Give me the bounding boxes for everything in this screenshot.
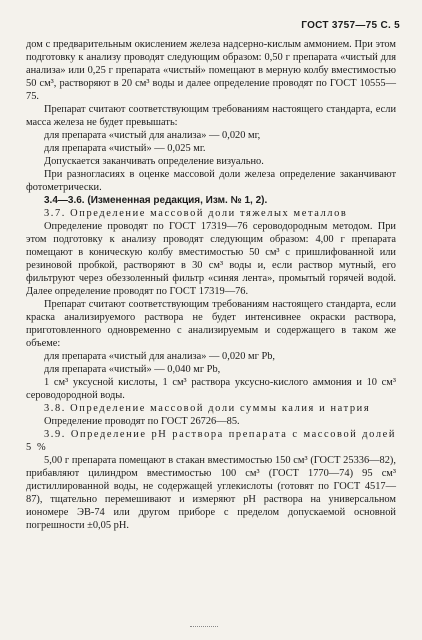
section-heading: 3.7. Определение массовой доли тяжелых металлов: [44, 208, 348, 219]
document-body: [26, 38, 396, 532]
paragraph: 5,00 г препарата помещают в стакан вместимостью 150 см³ (ГОСТ 25336—82), прибавляют цилиндром вместимостью 100 см³ (ГОСТ 1770—74) 95 см³ дистиллированной воды, не содержащей углекислоты (готовят по ГОСТ 4517—87), тщательно перемешивают и измеряют pH раствора на универсальном иономере ЭВ-74 или другом приборе с пределом допускаемой основной погрешности ±0,05 pH.: [26, 455, 396, 531]
paragraph: для препарата «чистый для анализа» — 0,020 мг Pb,: [44, 351, 276, 362]
paragraph: для препарата «чистый» — 0,025 мг.: [44, 143, 206, 154]
paragraph: для препарата «чистый» — 0,040 мг Pb,: [44, 364, 221, 375]
paragraph: Препарат считают соответствующим требованиям настоящего стандарта, если краска анализируемого раствора не будет интенсивнее окраски раствора, приготовленного одновременно с анализируемым и содержащего в таком же объеме:: [26, 299, 396, 349]
page-header: ГОСТ 3757—75 С. 5: [301, 20, 400, 31]
paragraph: дом с предварительным окислением железа надсерно-кислым аммонием. При этом подготовку к анализу проводят следующим образом: 0,50 г препарата «чистый для анализа» или 0,25 г препарата «чистый» помещают в мерную колбу вместимостью 50 см³, растворяют в 20 см³ воды и далее определение проводят по ГОСТ 10555—75.: [26, 39, 396, 102]
paragraph: Допускается заканчивать определение визуально.: [44, 156, 264, 167]
paragraph: Определение проводят по ГОСТ 17319—76 сероводородным методом. При этом подготовку к анализу проводят следующим образом: 4,00 г препарата помещают в коническую колбу вместимостью 50 см³ с пришлифованной или резиновой пробкой, растворяют в 30 см³ воды и, если раствор мутный, его фильтруют через обеззоленный фильтр «синяя лента», промытый горячей водой. Далее определение проводят по ГОСТ 17319—76.: [26, 221, 396, 297]
amendment-note: 3.4—3.6. (Измененная редакция, Изм. № 1, 2).: [44, 195, 268, 206]
scan-mark: [190, 626, 218, 631]
paragraph: 1 см³ уксусной кислоты, 1 см³ раствора уксусно-кислого аммония и 10 см³ сероводородной воды.: [26, 377, 396, 401]
paragraph: для препарата «чистый для анализа» — 0,020 мг,: [44, 130, 261, 141]
paragraph: Определение проводят по ГОСТ 26726—85.: [44, 416, 240, 427]
paragraph: Препарат считают соответствующим требованиям настоящего стандарта, если масса железа не будет превышать:: [26, 104, 396, 128]
section-heading: 3.9. Определение pH раствора препарата с массовой долей 5 %: [26, 429, 396, 453]
section-heading: 3.8. Определение массовой доли суммы калия и натрия: [44, 403, 371, 414]
paragraph: При разногласиях в оценке массовой доли железа определение заканчивают фотометрически.: [26, 169, 396, 193]
